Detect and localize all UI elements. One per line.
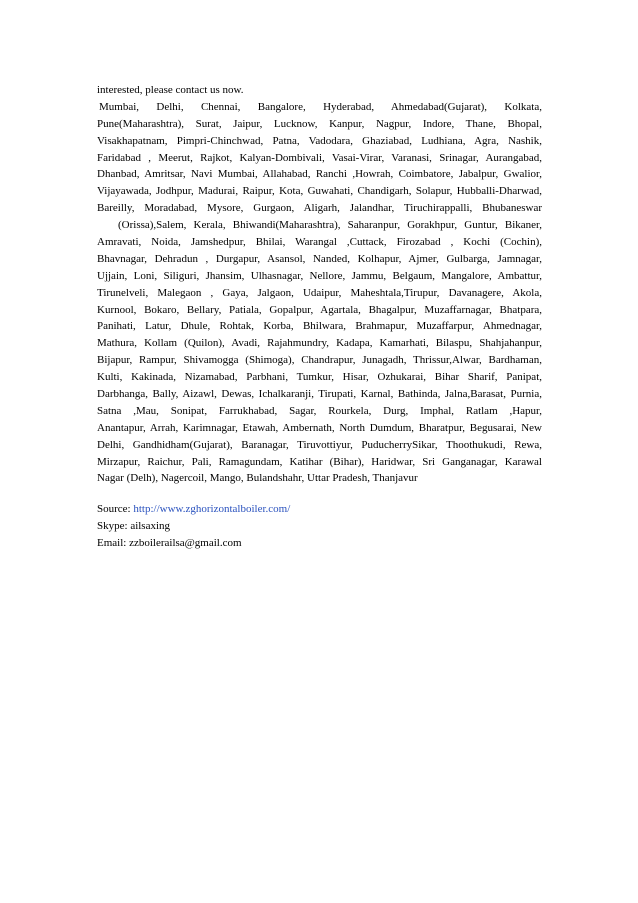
city-list-line: Delhi, Gandhidham(Gujarat), Baranagar, Tiruvottiyur, PuducherrySikar, Thoothukudi, Rewa, (97, 438, 542, 451)
city-list-line: Amravati, Noida, Jamshedpur, Bhilai, Warangal ,Cuttack, Firozabad , Kochi (Cochin), (97, 236, 542, 249)
city-list-line: Ujjain, Loni, Siliguri, Jhansim, Ulhasnagar, Nellore, Jammu, Belgaum, Mangalore, Ambattur, (97, 269, 542, 282)
body-text (97, 82, 542, 552)
city-list-line: Mumbai, Delhi, Chennai, Bangalore, Hyderabad, Ahmedabad(Gujarat), Kolkata, (99, 100, 542, 113)
source-link[interactable]: http://www.zghorizontalboiler.com/ (133, 503, 291, 516)
city-list-line: Kurnool, Bokaro, Bellary, Patiala, Gopalpur, Agartala, Bhagalpur, Muzaffarnagar, Bhatpara, (97, 303, 542, 316)
city-list-line: Kulti, Kakinada, Nizamabad, Parbhani, Tumkur, Hisar, Ozhukarai, Bihar Sharif, Panipat, (97, 371, 542, 384)
city-list-line: Faridabad , Meerut, Rajkot, Kalyan-Dombivali, Vasai-Virar, Varanasi, Srinagar, Aurangabad, (97, 151, 542, 164)
city-list-line: Dhanbad, Amritsar, Navi Mumbai, Allahabad, Ranchi ,Howrah, Coimbatore, Jabalpur, Gwalior, (97, 168, 542, 181)
city-list-line: Mirzapur, Raichur, Pali, Ramagundam, Katihar (Bihar), Haridwar, Sri Ganganagar, Karawal (97, 455, 542, 468)
city-list-line: Satna ,Mau, Sonipat, Farrukhabad, Sagar, Rourkela, Durg, Imphal, Ratlam ,Hapur, (97, 404, 542, 417)
city-list-line: Bijapur, Rampur, Shivamogga (Shimoga), Chandrapur, Junagadh, Thrissur,Alwar, Bardhaman, (97, 354, 542, 367)
city-list-line: Bhavnagar, Dehradun , Durgapur, Asansol, Nanded, Kolhapur, Ajmer, Gulbarga, Jamnagar, (97, 252, 542, 265)
city-list-last-line: Nagar (Delh), Nagercoil, Mango, Bulandshahr, Uttar Pradesh, Thanjavur (97, 472, 418, 485)
email-label: Email: (97, 537, 127, 550)
city-list-line: (Orissa),Salem, Kerala, Bhiwandi(Maharashtra), Saharanpur, Gorakhpur, Guntur, Bikaner, (118, 219, 542, 232)
city-list-line: Visakhapatnam, Pimpri-Chinchwad, Patna, Vadodara, Ghaziabad, Ludhiana, Agra, Nashik, (97, 134, 542, 147)
skype-line (97, 518, 542, 535)
city-list-line: Bareilly, Moradabad, Mysore, Gurgaon, Aligarh, Jalandhar, Tiruchirappalli, Bhubaneswar (97, 202, 542, 215)
city-list-line: Panihati, Latur, Dhule, Rohtak, Korba, Bhilwara, Brahmapur, Muzaffarpur, Ahmednagar, (97, 320, 542, 333)
source-line (97, 501, 542, 518)
city-list-line: Pune(Maharashtra), Surat, Jaipur, Lucknow, Kanpur, Nagpur, Indore, Thane, Bhopal, (97, 117, 542, 130)
intro-line: interested, please contact us now. (97, 84, 244, 96)
skype-label: Skype: (97, 520, 128, 533)
email-value: zzboilerailsa@gmail.com (129, 537, 242, 550)
contact-block (97, 501, 542, 552)
city-list-line: Mathura, Kollam (Quilon), Avadi, Rajahmundry, Kadapa, Kamarhati, Bilaspu, Shahjahanpur, (97, 337, 542, 350)
source-label: Source: (97, 503, 131, 516)
skype-value: ailsaxing (130, 520, 171, 533)
city-list-paragraph (97, 99, 542, 487)
email-line (97, 535, 542, 552)
city-list-line: Tirunelveli, Malegaon , Gaya, Jalgaon, Udaipur, Maheshtala,Tirupur, Davanagere, Akola, (97, 286, 542, 299)
city-list-line: Anantapur, Arrah, Karimnagar, Etawah, Ambernath, North Dumdum, Bharatpur, Begusarai, New (97, 421, 542, 434)
city-list-line: Darbhanga, Bally, Aizawl, Dewas, Ichalkaranji, Tirupati, Karnal, Bathinda, Jalna,Barasat, Purnia, (97, 388, 542, 401)
city-list-line: Vijayawada, Jodhpur, Madurai, Raipur, Kota, Guwahati, Chandigarh, Solapur, Hubballi-Dharwad, (97, 185, 542, 198)
